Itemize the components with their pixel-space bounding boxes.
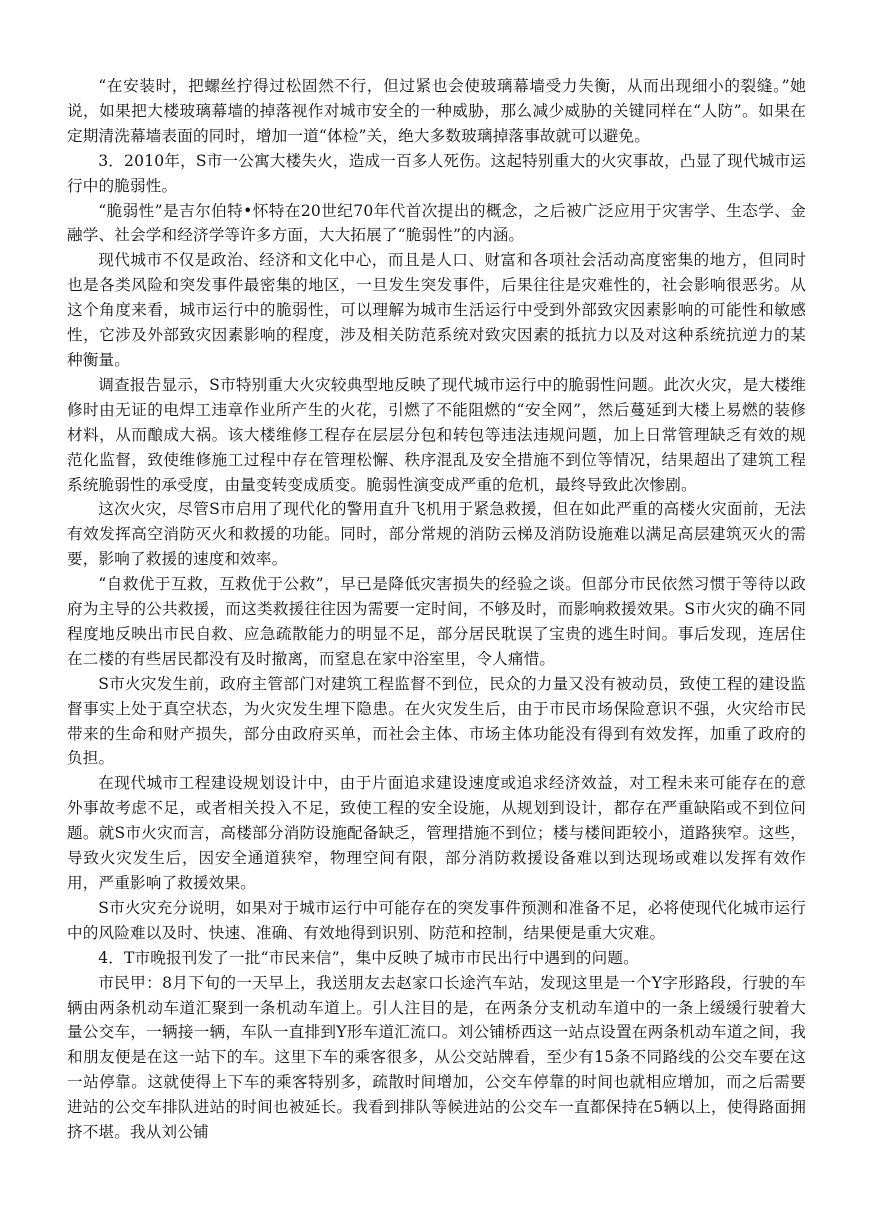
paragraph-modern-city: 现代城市不仅是政治、经济和文化中心，而且是人口、财富和各项社会活动高度密集的地方，但同时也是各类风险和突发事件最密集的地区，一旦发生突发事件，后果往往是灾难性的，社会影响很恶劣。从这个角度来看，城市运行中的脆弱性，可以理解为城市生活运行中受到外部致灾因素影响的可能性和敏感性，它涉及外部致灾因素影响的程度，涉及相关防范系统对致灾因素的抵抗力以及对这种系统抗逆力的某种衡量。 bbox=[67, 251, 806, 369]
paragraph-item-4-letters: 4．T市晚报刊发了一批“市民来信”，集中反映了城市市民出行中遇到的问题。 bbox=[98, 948, 639, 967]
paragraph-supervision: S市火灾发生前，政府主管部门对建筑工程监督不到位，民众的力量又没有被动员，致使工程的建设监督事实上处于真空状态，为火灾发生埋下隐患。在火灾发生后，由于市民市场保险意识不强，火灾给市民带来的生命和财产损失，部分由政府买单，而社会主体、市场主体功能没有得到有效发挥，加重了政府的负担。 bbox=[67, 674, 806, 768]
paragraph-vulnerability-concept: “脆弱性”是吉尔伯特•怀特在20世纪70年代首次提出的概念，之后被广泛应用于灾害学、生态学、金融学、社会学和经济学等许多方面，大大拓展了“脆弱性”的内涵。 bbox=[67, 201, 806, 245]
paragraph-planning-design: 在现代城市工程建设规划设计中，由于片面追求建设速度或追求经济效益，对工程未来可能存在的意外事故考虑不足，或者相关投入不足，致使工程的安全设施，从规划到设计，都存在严重缺陷或不到位问题。就S市火灾而言，高楼部分消防设施配备缺乏，管理措施不到位；楼与楼间距较小，道路狭窄。这些，导致火灾发生后，因安全通道狭窄，物理空间有限，部分消防救援设备难以到达现场或难以发挥有效作用，严重影响了救援效果。 bbox=[67, 774, 806, 892]
paragraph-glass-curtain-quote: “在安装时，把螺丝拧得过松固然不行，但过紧也会使玻璃幕墙受力失衡，从而出现细小的裂缝。”她说，如果把大楼玻璃幕墙的掉落视作对城市安全的一种威胁，那么减少威胁的关键同样在“人防”。如果在定期清洗幕墙表面的同时，增加一道“体检”关，绝大多数玻璃掉落事故就可以避免。 bbox=[67, 77, 806, 145]
paragraph-fire-conclusion: S市火灾充分说明，如果对于城市运行中可能存在的突发事件预测和准备不足，必将使现代化城市运行中的风险难以及时、快速、准确、有效地得到识别、防范和控制，结果便是重大灾难。 bbox=[67, 898, 806, 942]
paragraph-item-3-fire: 3．2010年，S市一公寓大楼失火，造成一百多人死伤。这起特别重大的火灾事故，凸显了现代城市运行中的脆弱性。 bbox=[67, 151, 806, 195]
paragraph-rescue-helicopter: 这次火灾，尽管S市启用了现代化的警用直升飞机用于紧急救援，但在如此严重的高楼火灾面前，无法有效发挥高空消防灭火和救援的功能。同时，部分常规的消防云梯及消防设施难以满足高层建筑灭火的需要，影响了救援的速度和效率。 bbox=[67, 500, 806, 569]
paragraph-self-rescue: “自救优于互救，互救优于公救”，早已是降低灾害损失的经验之谈。但部分市民依然习惯于等待以政府为主导的公共救援，而这类救援往往因为需要一定时间，不够及时，而影响救援效果。S市火灾的确不同程度地反映出市民自救、应急疏散能力的明显不足，部分居民耽误了宝贵的逃生时间。事后发现，连居住在二楼的有些居民都没有及时撤离，而窒息在家中浴室里，令人痛惜。 bbox=[67, 575, 806, 668]
paragraph-citizen-a: 市民甲：8月下旬的一天早上，我送朋友去赵家口长途汽车站，发现这里是一个Y字形路段，行驶的车辆由两条机动车道汇聚到一条机动车道上。引人注目的是，在两条分支机动车道中的一条上缓缓行驶着大量公交车，一辆接一辆，车队一直排到Y形车道汇流口。刘公铺桥西这一站点设置在两条机动车道之间，我和朋友便是在这一站下的车。这里下车的乘客很多，从公交站牌看，至少有15条不同路线的公交车要在这一站停靠。这就使得上下车的乘客特别多，疏散时间增加，公交车停靠的时间也就相应增加，而之后需要进站的公交车排队进站的时间也被延长。我看到排队等候进站的公交车一直都保持在5辆以上，使得路面拥挤不堪。我从刘公铺 bbox=[67, 973, 806, 1142]
paragraph-investigation-report: 调查报告显示，S市特别重大火灾较典型地反映了现代城市运行中的脆弱性问题。此次火灾，是大楼维修时由无证的电焊工违章作业所产生的火花，引燃了不能阻燃的“安全网”，然后蔓延到大楼上易燃的装修材料，从而酿成大祸。该大楼维修工程存在层层分包和转包等违法违规问题，加上日常管理缺乏有效的规范化监督，致使维修施工过程中存在管理松懈、秩序混乱及安全措施不到位等情况，结果超出了建筑工程系统脆弱性的承受度，由量变转变成质变。脆弱性演变成严重的危机，最终导致此次惨剧。 bbox=[67, 375, 806, 494]
